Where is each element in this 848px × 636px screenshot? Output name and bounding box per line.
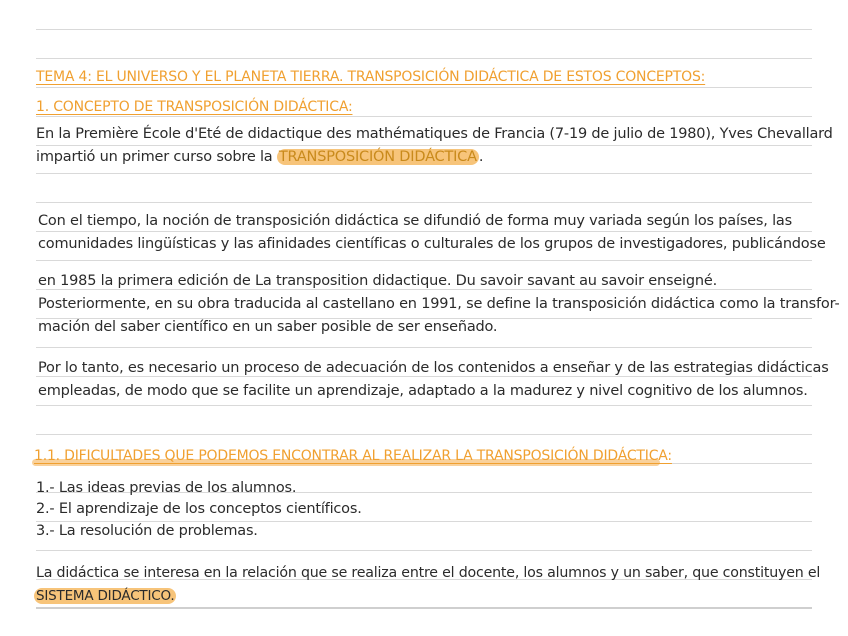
paragraph-text: en 1985 la primera edición de La transposition didactique. Du savoir savant au savoir enseigné. xyxy=(38,273,718,289)
paragraph-text: mación del saber científico en un saber posible de ser enseñado. xyxy=(38,319,498,335)
list-item: 2.- El aprendizaje de los conceptos científicos. xyxy=(36,501,362,517)
rule-line xyxy=(36,521,812,522)
rule-line xyxy=(36,289,812,290)
rule-line xyxy=(36,173,812,174)
paragraph-text: empleadas, de modo que se facilite un aprendizaje, adaptado a la madurez y nivel cognitivo de los alumnos. xyxy=(38,383,808,399)
rule-line xyxy=(36,145,812,146)
rule-line xyxy=(36,376,812,377)
paragraph-text: Por lo tanto, es necesario un proceso de adecuación de los contenidos a enseñar y de las estrategias didácticas xyxy=(38,360,829,376)
paragraph-text xyxy=(36,149,483,165)
list-item: 3.- La resolución de problemas. xyxy=(36,523,258,539)
paragraph-text: En la Première École d'Eté de didactique des mathématiques de Francia (7-19 de julio de 1980), Yves Chevallard xyxy=(36,126,833,142)
highlighted-term: TRANSPOSICIÓN DIDÁCTICA xyxy=(278,149,477,165)
rule-line xyxy=(36,260,812,261)
paragraph-text: La didáctica se interesa en la relación que se realiza entre el docente, los alumnos y un saber, que constituyen el xyxy=(36,565,821,581)
rule-line xyxy=(36,607,812,609)
rule-line xyxy=(36,29,812,30)
paragraph-text: comunidades lingüísticas y las afinidades científicas o culturales de los grupos de investigadores, publicándose xyxy=(38,236,826,252)
rule-line xyxy=(36,58,812,59)
rule-line xyxy=(36,434,812,435)
section-heading-1: 1. CONCEPTO DE TRANSPOSICIÓN DIDÁCTICA: xyxy=(36,99,353,115)
rule-line xyxy=(36,231,812,232)
list-item: 1.- Las ideas previas de los alumnos. xyxy=(36,480,297,496)
paragraph-text xyxy=(34,588,176,604)
rule-line xyxy=(36,347,812,348)
section-heading-1-1: 1.1. DIFICULTADES QUE PODEMOS ENCONTRAR AL REALIZAR LA TRANSPOSICIÓN DIDÁCTICA: xyxy=(34,448,672,464)
rule-line xyxy=(36,550,812,551)
paragraph-fragment: . xyxy=(478,149,484,165)
rule-line xyxy=(36,87,812,88)
paragraph-fragment: impartió un primer curso sobre la xyxy=(36,149,277,165)
highlighted-term: SISTEMA DIDÁCTICO. xyxy=(36,588,175,604)
page-title: TEMA 4: EL UNIVERSO Y EL PLANETA TIERRA. TRANSPOSICIÓN DIDÁCTICA DE ESTOS CONCEPTOS: xyxy=(36,69,706,85)
rule-line xyxy=(36,405,812,406)
rule-line xyxy=(36,202,812,203)
paragraph-text: Con el tiempo, la noción de transposición didáctica se difundió de forma muy variada según los países, las xyxy=(38,213,792,229)
rule-line xyxy=(36,116,812,117)
paragraph-text: Posteriormente, en su obra traducida al castellano en 1991, se define la transposición didáctica como la transfor- xyxy=(38,296,840,312)
